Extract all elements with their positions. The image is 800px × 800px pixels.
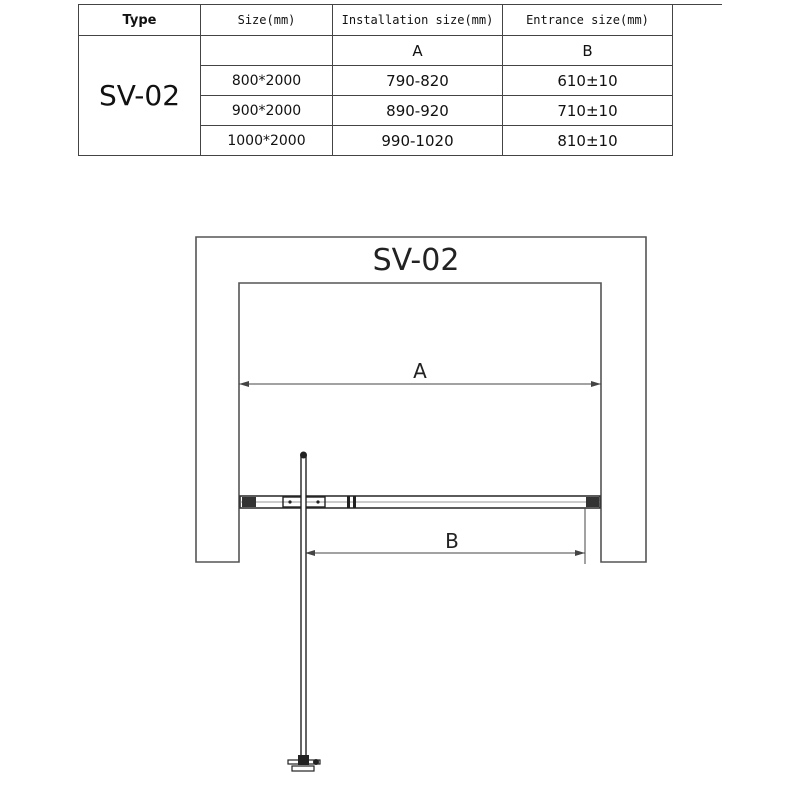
sliding-rail — [240, 496, 600, 508]
subheader-b: B — [503, 36, 673, 66]
row-installation: 990-1020 — [333, 126, 503, 156]
row-entrance: 610±10 — [503, 66, 673, 96]
dimension-b — [305, 508, 585, 564]
dimension-a — [239, 359, 601, 387]
dimension-b-label: B — [445, 529, 459, 553]
row-size: 800*2000 — [201, 66, 333, 96]
row-installation: 890-920 — [333, 96, 503, 126]
row-size: 900*2000 — [201, 96, 333, 126]
row-entrance: 810±10 — [503, 126, 673, 156]
diagram-title: SV-02 — [372, 243, 460, 278]
header-type: Type — [79, 5, 201, 36]
swing-panel — [288, 452, 320, 772]
row-installation: 790-820 — [333, 66, 503, 96]
header-entrance: Entrance size(mm) — [503, 5, 673, 36]
row-size: 1000*2000 — [201, 126, 333, 156]
type-value: SV-02 — [79, 36, 201, 156]
header-installation: Installation size(mm) — [333, 5, 503, 36]
wall-outline — [196, 237, 646, 562]
row-entrance: 710±10 — [503, 96, 673, 126]
dimension-a-label: A — [413, 359, 427, 383]
subheader-a: A — [333, 36, 503, 66]
header-size: Size(mm) — [201, 5, 333, 36]
